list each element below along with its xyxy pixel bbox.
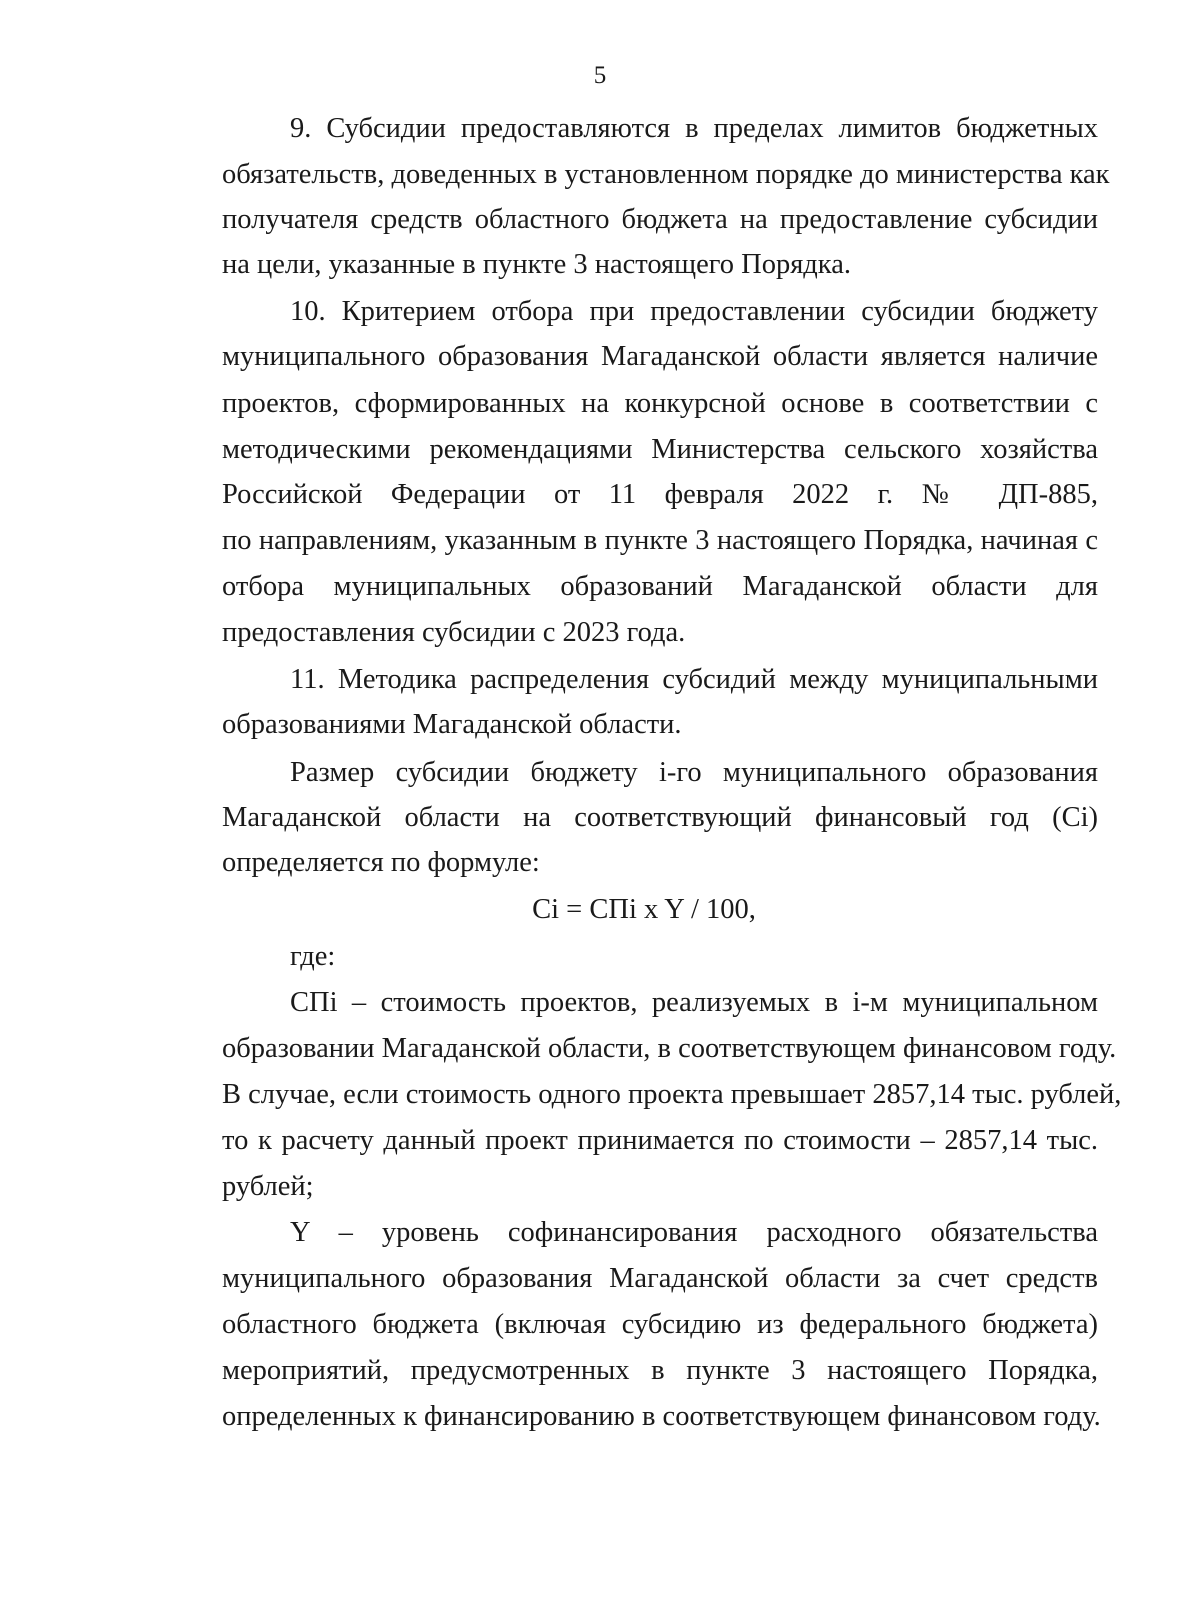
paragraph-10-line-3: проектов, сформированных на конкурсной основе в соответствии с — [222, 388, 1098, 419]
paragraph-9-line-4: на цели, указанные в пункте 3 настоящего Порядка. — [222, 249, 851, 280]
paragraph-10-line-7: отбора муниципальных образований Магаданской области для — [222, 571, 1098, 602]
paragraph-10-line-5: Российской Федерации от 11 февраля 2022 г. № ДП-885, — [222, 479, 1098, 510]
paragraph-10-line-6: по направлениям, указанным в пункте 3 настоящего Порядка, начиная с — [222, 525, 1098, 556]
formula: Ci = СПi x Y / 100, — [532, 894, 756, 925]
paragraph-11-line-2: образованиями Магаданской области. — [222, 709, 682, 740]
paragraph-10-line-1: 10. Критерием отбора при предоставлении субсидии бюджету — [290, 296, 1098, 327]
paragraph-11-line-1: 11. Методика распределения субсидий между муниципальными — [290, 664, 1098, 695]
y-definition-line-3: областного бюджета (включая субсидию из федерального бюджета) — [222, 1309, 1098, 1340]
spi-definition-line-5: рублей; — [222, 1171, 314, 1202]
spi-definition-line-2: образовании Магаданской области, в соответствующем финансовом году. — [222, 1033, 1117, 1064]
spi-definition-line-3: В случае, если стоимость одного проекта превышает 2857,14 тыс. рублей, — [222, 1079, 1122, 1110]
subsidy-size-line-2: Магаданской области на соответствующий финансовый год (Ci) — [222, 802, 1098, 833]
paragraph-9-line-2: обязательств, доведенных в установленном порядке до министерства как — [222, 159, 1110, 190]
paragraph-10-line-8: предоставления субсидии с 2023 года. — [222, 617, 686, 648]
spi-definition-line-4: то к расчету данный проект принимается по стоимости – 2857,14 тыс. — [222, 1125, 1098, 1156]
page-number: 5 — [593, 62, 607, 89]
paragraph-9-line-3: получателя средств областного бюджета на предоставление субсидии — [222, 204, 1098, 235]
paragraph-9-line-1: 9. Субсидии предоставляются в пределах лимитов бюджетных — [290, 113, 1098, 144]
subsidy-size-line-3: определяется по формуле: — [222, 847, 540, 878]
y-definition-line-4: мероприятий, предусмотренных в пункте 3 настоящего Порядка, — [222, 1355, 1098, 1386]
paragraph-10-line-4: методическими рекомендациями Министерства сельского хозяйства — [222, 434, 1098, 465]
paragraph-10-line-2: муниципального образования Магаданской области является наличие — [222, 341, 1098, 372]
y-definition-line-2: муниципального образования Магаданской области за счет средств — [222, 1263, 1098, 1294]
y-definition-line-1: Y – уровень софинансирования расходного обязательства — [290, 1217, 1098, 1248]
spi-definition-line-1: СПi – стоимость проектов, реализуемых в i-м муниципальном — [290, 987, 1098, 1018]
where-label: где: — [290, 941, 336, 972]
y-definition-line-5: определенных к финансированию в соответствующем финансовом году. — [222, 1401, 1101, 1432]
subsidy-size-line-1: Размер субсидии бюджету i-го муниципального образования — [290, 757, 1098, 788]
